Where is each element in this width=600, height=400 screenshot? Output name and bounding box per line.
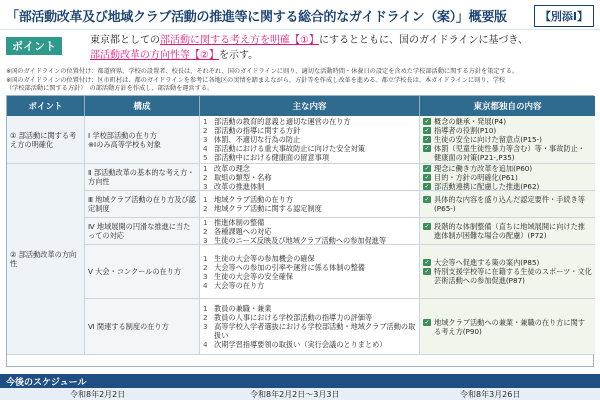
structure-cell bbox=[85, 191, 200, 218]
content-item-number: 4 bbox=[203, 144, 208, 153]
tokyo-item-text: 大会等へ促進する策の案内(P85) bbox=[434, 258, 540, 267]
content-item-text: 次期学習指導要領の取扱い（実行会議のとりまとめ） bbox=[214, 340, 387, 349]
content-item bbox=[203, 272, 416, 281]
content-item-text: 推進体制の整備 bbox=[214, 218, 265, 227]
content-item-text: 生徒の大会等の参加機会の確保 bbox=[214, 253, 315, 263]
tokyo-item bbox=[423, 135, 592, 144]
tokyo-item bbox=[423, 258, 592, 267]
tokyo-cell bbox=[420, 245, 595, 299]
point-line2-highlight: 部活動改革の方向性等【②】 bbox=[90, 50, 219, 61]
checkbox-icon: ✓ bbox=[424, 182, 430, 190]
note-line: ※国のガイドラインの位置付け：区市町村は、都のガイドラインを参考に各地区の実情を踏まえながら、方針等を作成し改革を進める。都立学校長は、本ガイドラインに則り、学校 bbox=[6, 76, 506, 84]
checkbox-icon: ✓ bbox=[424, 118, 430, 125]
tokyo-cell bbox=[420, 164, 595, 191]
content-cell bbox=[200, 299, 420, 355]
content-item-number: 2 bbox=[203, 313, 208, 322]
page-title: 「部活動改革及び地域クラブ活動の推進等に関する総合的なガイドライン（案）」概要版 bbox=[6, 10, 507, 25]
checkbox-icon: ✓ bbox=[424, 196, 430, 203]
tokyo-item bbox=[423, 164, 592, 173]
content-item-text: 教員の人事における学校部活動の指導力の評価等 bbox=[214, 313, 373, 322]
content-item bbox=[203, 135, 416, 144]
structure-text: Ⅳ 地域展開の円滑な推進に当たっての対応 bbox=[88, 222, 191, 240]
point-summary bbox=[90, 33, 590, 63]
appendix-badge: 【別添Ⅰ】 bbox=[534, 5, 594, 27]
point-line1-highlight: 部活動に関する考え方を明確【①】 bbox=[160, 35, 319, 46]
content-item bbox=[203, 173, 416, 182]
content-item-text: 生徒の大会等の安全確保 bbox=[214, 271, 294, 281]
tokyo-item-text: 特別支援学校等に在籍する生徒のスポーツ・文化芸術活動への参加促進(P87) bbox=[434, 267, 592, 285]
checkbox-icon: ✓ bbox=[424, 223, 430, 230]
schedule-item: 令和8年2月2日 bbox=[70, 390, 126, 399]
content-item-number: 3 bbox=[203, 235, 208, 245]
guideline-notes bbox=[6, 68, 594, 94]
checkbox-icon: ✓ bbox=[424, 173, 430, 181]
content-cell bbox=[200, 191, 420, 218]
content-item bbox=[203, 263, 416, 272]
tokyo-item-text: 体罰（児童生徒性暴力等含む）等・事故防止・健康面の対策(P21-,P35) bbox=[434, 144, 585, 162]
content-item-number: 1 bbox=[203, 218, 208, 227]
point-line1-pre: 東京都としての bbox=[90, 35, 160, 46]
content-item bbox=[203, 182, 416, 191]
tokyo-item-text: 概念の継承・発展(P4) bbox=[434, 117, 507, 126]
tokyo-item bbox=[423, 126, 592, 135]
point-line-1 bbox=[90, 33, 590, 48]
content-item-number: 2 bbox=[203, 262, 208, 272]
content-item bbox=[203, 236, 416, 245]
table-header-point: ポイント bbox=[7, 96, 85, 116]
tokyo-item bbox=[423, 117, 592, 126]
content-item-number: 1 bbox=[203, 304, 208, 313]
content-item-text: 取組の類型・名称 bbox=[214, 172, 272, 182]
content-item-text: 部活動中における健康面の留意事項 bbox=[214, 153, 330, 162]
content-item bbox=[203, 218, 416, 227]
table-header-structure: 構成 bbox=[85, 96, 200, 116]
tokyo-item bbox=[423, 182, 592, 191]
tokyo-item-text: 地域クラブ活動への兼業・兼職の在り方に関する考え方(P90) bbox=[434, 317, 585, 336]
content-item bbox=[203, 117, 416, 126]
content-cell bbox=[200, 116, 420, 164]
point-line-2 bbox=[90, 48, 590, 63]
content-item-text: 大会等への参加の引率や運営に係る体制の整備 bbox=[214, 262, 365, 272]
tokyo-cell bbox=[420, 191, 595, 218]
content-item-number: 1 bbox=[203, 195, 208, 204]
checkbox-icon: ✓ bbox=[424, 136, 430, 143]
checkbox-icon: ✓ bbox=[424, 259, 430, 266]
content-item bbox=[203, 144, 416, 153]
structure-cell bbox=[85, 218, 200, 245]
tokyo-item bbox=[423, 318, 592, 336]
tokyo-cell bbox=[420, 116, 595, 164]
tokyo-item-text: 具体的な内容を盛り込んだ認定要件・手続き等(P65-) bbox=[434, 195, 585, 213]
structure-cell bbox=[85, 299, 200, 355]
content-item-text: 体罰、不適切な行為の防止 bbox=[214, 135, 301, 144]
content-cell bbox=[200, 164, 420, 191]
point-tag: ポイント bbox=[6, 37, 62, 55]
content-item-text: 地域クラブ活動に関する認定制度 bbox=[214, 204, 322, 213]
content-item bbox=[203, 227, 416, 236]
content-item bbox=[203, 153, 416, 162]
content-item-number: 5 bbox=[203, 153, 208, 162]
structure-text: Ⅵ 関連する制度の在り方 bbox=[88, 322, 169, 331]
schedule-item: 令和8年2月2日～3月3日 bbox=[250, 390, 340, 399]
content-item-number: 1 bbox=[203, 253, 208, 263]
content-item-text: 部活動の教育的意義と適切な運営の在り方 bbox=[214, 117, 351, 126]
schedule-item: 令和8年3月26日 bbox=[460, 390, 521, 399]
content-item-number: 3 bbox=[203, 271, 208, 281]
tokyo-item-text: 理念に働き方改革を追加(P60) bbox=[434, 164, 533, 173]
tokyo-item-text: 目的・方針の明確化(P61) bbox=[434, 172, 518, 182]
content-item-text: 部活動の指導に関する方針 bbox=[214, 126, 301, 135]
tokyo-item bbox=[423, 267, 592, 285]
structure-text: ※Ⅰのみ高等学校も対象 bbox=[88, 139, 161, 149]
tokyo-item bbox=[423, 173, 592, 182]
content-item-text: 改革の推進体制 bbox=[214, 181, 265, 191]
tokyo-cell bbox=[420, 299, 595, 355]
note-line: （学校部活動に関する方針） の部活動方針を作成し、部活動を運営する。 bbox=[6, 85, 214, 92]
point-cell-1: ① 部活動に関する考え方の明確化 bbox=[7, 116, 85, 164]
checkbox-icon: ✓ bbox=[424, 164, 430, 172]
content-item-text: 改革の理念 bbox=[214, 164, 250, 173]
tokyo-item bbox=[423, 144, 592, 162]
content-item-text: 教員の兼職・兼業 bbox=[214, 304, 272, 313]
content-item-number: 3 bbox=[203, 181, 208, 191]
content-item bbox=[203, 304, 416, 313]
note-line: ※国のガイドラインの位置付け：都道府県、学校の設置者、校長は、それぞれ、国のガイドラインに則り、適切な活動時間・休養日の設定を含めた学校部活動に関する方針を策定する。 bbox=[6, 68, 519, 75]
tokyo-item bbox=[423, 195, 592, 213]
content-item bbox=[203, 322, 416, 340]
content-item bbox=[203, 313, 416, 322]
table-header-tokyo: 東京都独自の内容 bbox=[420, 96, 595, 116]
content-item bbox=[203, 254, 416, 263]
tokyo-item-text: 段階的な体制整備（直ちに地域展開に向けた推進体制が困難な場合の配慮）(P72) bbox=[434, 222, 585, 240]
schedule-bar bbox=[0, 374, 600, 388]
content-item bbox=[203, 195, 416, 204]
point-line2-post: を示す。 bbox=[218, 50, 259, 61]
content-item-text: 高等学校入学者選抜における学校部活動・地域クラブ活動の取扱い bbox=[214, 322, 416, 340]
checkbox-icon: ✓ bbox=[424, 318, 430, 326]
tokyo-item-text: 指導者の役割(P10) bbox=[434, 126, 497, 135]
content-item bbox=[203, 340, 416, 349]
point-cell-2: ② 部活動改革の方向性 bbox=[7, 164, 85, 355]
checkbox-icon: ✓ bbox=[424, 268, 430, 275]
content-item-text: 生徒のニーズ反映及び地域クラブ活動への参加促進等 bbox=[214, 235, 387, 245]
structure-text: Ⅱ 部活動改革の基本的な考え方・方向性 bbox=[88, 168, 195, 186]
content-cell bbox=[200, 218, 420, 245]
table-header-content: 主な内容 bbox=[200, 96, 420, 116]
content-item bbox=[203, 281, 416, 290]
content-item bbox=[203, 126, 416, 135]
structure-text: Ⅴ 大会・コンクールの在り方 bbox=[88, 267, 182, 276]
content-item-text: 大会等の在り方 bbox=[214, 280, 265, 290]
title-bar bbox=[0, 0, 600, 30]
checkbox-icon: ✓ bbox=[424, 145, 430, 152]
content-cell bbox=[200, 245, 420, 299]
content-item-number: 2 bbox=[203, 204, 208, 213]
tokyo-item bbox=[423, 222, 592, 240]
tokyo-item-text: 生徒の安全に向けた留意点(P15-) bbox=[434, 135, 542, 144]
content-item-text: 地域クラブ活動の在り方 bbox=[214, 195, 294, 204]
tokyo-item-text: 部活動連携に配慮した推進(P62) bbox=[434, 181, 540, 191]
content-item-number: 4 bbox=[203, 340, 208, 349]
content-item-number: 3 bbox=[203, 322, 208, 331]
checkbox-icon: ✓ bbox=[424, 127, 430, 134]
content-item-text: 部活動における重大事故防止に向けた安全対策 bbox=[214, 144, 365, 153]
content-item-number: 2 bbox=[203, 172, 208, 182]
content-item-number: 3 bbox=[203, 135, 208, 144]
content-item-text: 各種課題への対応 bbox=[214, 226, 272, 236]
structure-text: Ⅲ 地域クラブ活動の在り方及び認定制度 bbox=[88, 195, 196, 213]
content-item-number: 2 bbox=[203, 126, 208, 135]
structure-cell bbox=[85, 164, 200, 191]
schedule-title: 今後のスケジュール bbox=[6, 377, 87, 388]
content-item bbox=[203, 164, 416, 173]
structure-cell bbox=[85, 116, 200, 164]
content-item bbox=[203, 204, 416, 213]
content-item-number: 1 bbox=[203, 117, 208, 126]
guideline-table bbox=[6, 95, 594, 367]
tokyo-cell bbox=[420, 218, 595, 245]
structure-cell bbox=[85, 245, 200, 299]
content-item-number: 4 bbox=[203, 280, 208, 290]
point-line1-post: にするとともに、国のガイドラインに基づき、 bbox=[318, 35, 528, 46]
structure-text: Ⅰ 学校部活動の在り方 bbox=[88, 130, 158, 140]
content-item-number: 2 bbox=[203, 226, 208, 236]
content-item-number: 1 bbox=[203, 164, 208, 173]
